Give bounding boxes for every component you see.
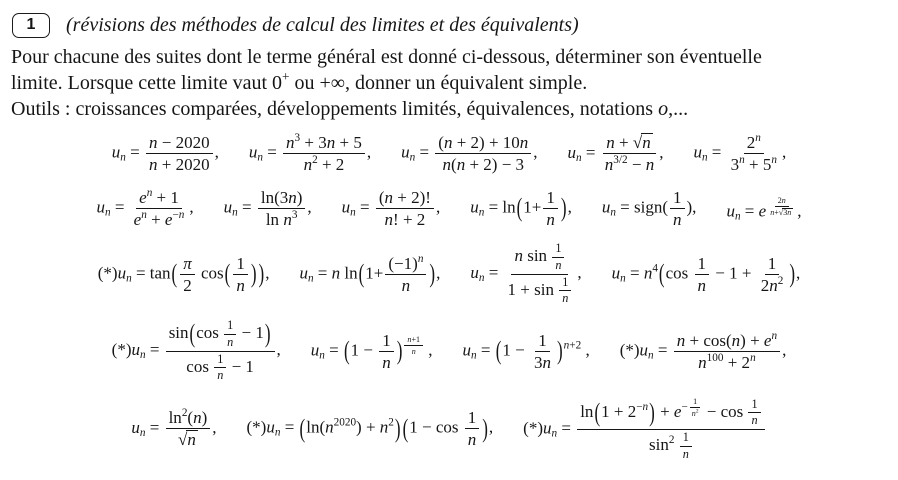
formula: (*)un = $\ln(1 + 2^{-n}) + e^{- \frac{1}{n^2}}$ − cos $\frac{1}{n}$ $\sin^2$ $\frac{1}{n}$ [523,397,766,462]
formula: un = $\frac{n + √n}{n^{3/2} - n}$ , [567,132,664,175]
formula: (*)un = $\frac{n + \cos(n) + e^n}{n^{100} + 2^n}$ , [619,329,787,372]
exercise-header [12,10,888,40]
formula: un = $\frac{\ln(3n)}{\ln n^3}$ , [223,187,312,229]
formula: un = $\frac{(n + 2)!}{n! + 2}$ , [341,187,441,229]
formula: un = $\frac{(n + 2) + 10n}{n(n + 2) - 3}$ , [401,133,538,175]
intro-paragraph [11,44,888,122]
formula: un = $\frac{2^n}{3^n + 5^n}$ , [693,132,787,175]
formula-row-5 [10,397,888,462]
formula: un = $\frac{n - 2020}{n + 2020}$ , [111,133,219,175]
formula: un = $\frac{\ln^2(n)}{√n}$ , [131,407,217,450]
formula: un = e $^{\frac{2n}{n+√3n}}$ , [726,195,802,223]
intro-line-1: Pour chacune des suites dont le terme général est donné ci-dessous, déterminer son éventuelle [11,46,762,68]
formula-row-2 [10,188,888,229]
formula: (*)un = sin(cos $\frac{1}{n}$ − 1) cos $\frac{1}{n}$ − 1 , [111,318,281,383]
formula: un = ln(1+ $\frac{1}{n}$ ), [470,187,572,229]
exercise-number-box: 1 [12,13,50,38]
intro-line-2: limite. Lorsque cette limite vaut 0+ ou +∞, donner un équivalent simple. [11,68,588,94]
formula-row-4 [10,319,888,383]
formula: un = $\frac{e^n + 1}{e^n + e^{-n}}$ , [96,186,194,229]
formula-row-1 [10,133,888,175]
formula: un = $\frac{n^3 + 3n + 5}{n^2 + 2}$ , [248,132,372,175]
formula: un = sign( $\frac{1}{n}$ ), [601,187,697,229]
intro-line-3: Outils : croissances comparées, développements limités, équivalences, notations o,... [11,98,689,120]
formula: un = (1 − $\frac{1}{n}$ ) $^{\frac{n+1}{n}}$ , [310,330,433,372]
formula: un = n sin $\frac{1}{n}$ 1 + sin $\frac{1}{n}$ , [470,241,582,306]
formula: un = n ln(1+ $\frac{(-1)^n}{n}$ ), [299,252,441,295]
exercise-title: (révisions des méthodes de calcul des limites et des équivalents) [66,13,579,36]
formulas-section [10,126,888,468]
formula-row-3 [10,242,888,306]
formula: $(*)un = (\ln(n^{2020}) + n^2) (1 - \cos$ $\frac{1}{n}$ ), [246,408,494,450]
formula: (*)un = tan( $\frac{\pi}{2}$ cos( $\frac{1}{n}$ ) ), [97,253,270,295]
formula: un = $n^4(\cos$ $\frac{1}{n}$ − 1 + $\frac{1}{2n^2}$ ), [611,253,801,295]
formula: un = (1 − $\frac{1}{3n}$ )$^{n+2}$ , [462,330,590,372]
